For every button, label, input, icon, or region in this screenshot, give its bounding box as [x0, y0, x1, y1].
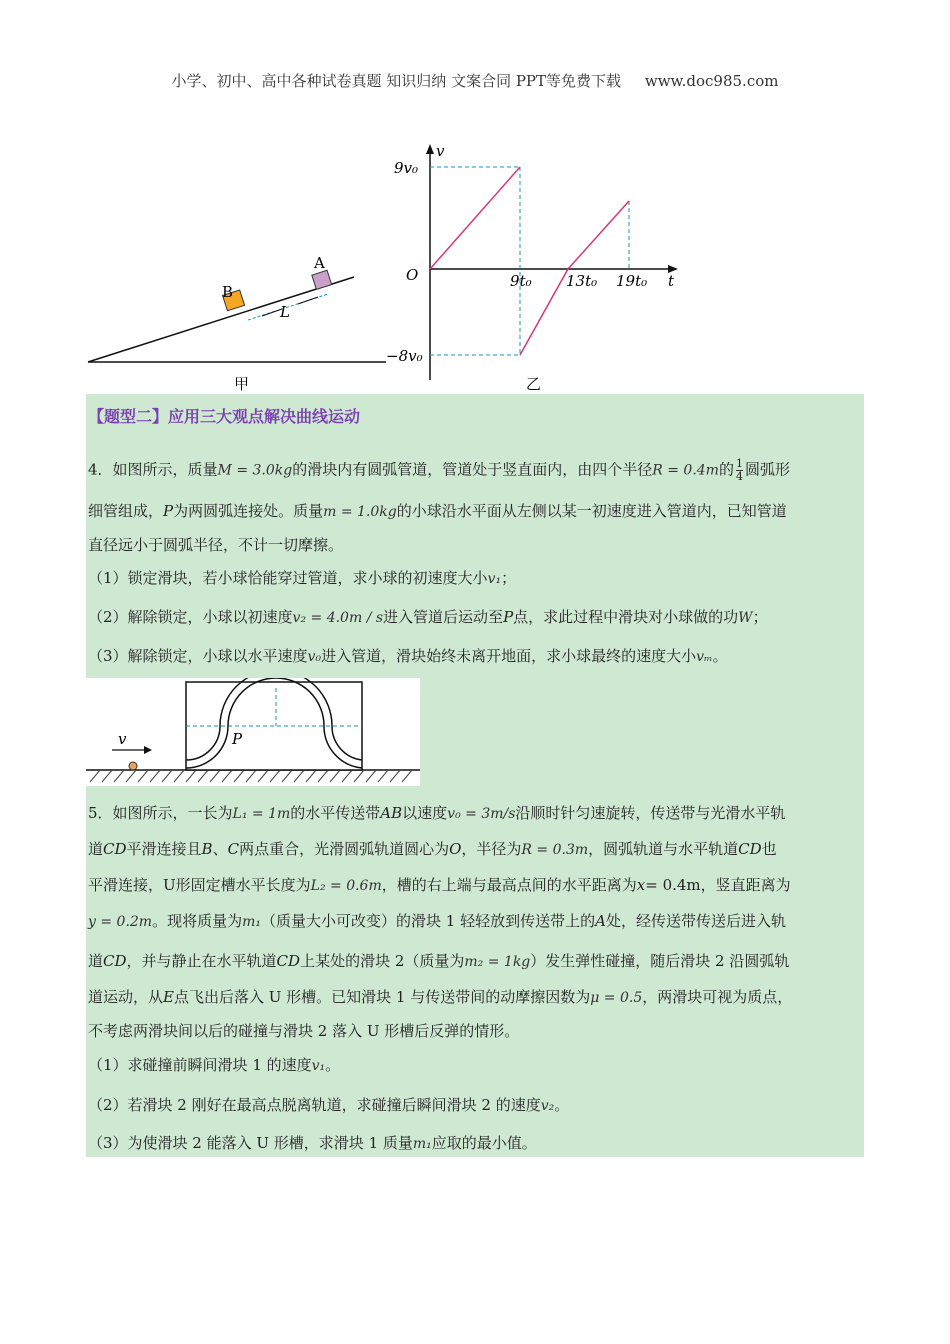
- q5-m1: m₁: [412, 1136, 432, 1152]
- q4-text: 进入管道，滑块始终未离开地面，求小球最终的速度大小: [321, 647, 697, 665]
- q4-text: 为两圆弧连接处。质量: [173, 502, 324, 520]
- q4-mass-m: m = 1.0kg: [323, 504, 397, 520]
- q4-part2: [88, 606, 768, 629]
- q4-part3: [88, 645, 728, 668]
- q4-point-P: P: [163, 502, 174, 520]
- q5-track-CD: CD: [103, 952, 127, 970]
- q5-radius: R = 0.3m: [521, 842, 589, 858]
- q5-point-C: C: [227, 840, 240, 858]
- section2-title: 【题型二】应用三大观点解决曲线运动: [88, 407, 361, 426]
- v-axis-arrow: [426, 144, 434, 154]
- q4-text: ；: [752, 608, 768, 626]
- q4-text: 的小球沿水平面从左侧以某一初速度进入管道内，已知管道: [396, 502, 787, 520]
- q5-speed-v0: v₀ = 3m/s: [447, 806, 516, 822]
- header-text: 小学、初中、高中各种试卷真题 知识归纳 文案合同 PPT等免费下载: [171, 72, 622, 90]
- origin-label: O: [406, 266, 419, 284]
- q5-y: y = 0.2m: [88, 914, 153, 930]
- q5-x: x: [636, 876, 646, 894]
- q5-m2: m₂ = 1kg: [464, 954, 531, 970]
- q4-text: ；: [501, 569, 517, 587]
- q5-text: （2）若滑块 2 刚好在最高点脱离轨道，求碰撞后瞬间滑块 2 的速度: [88, 1096, 541, 1114]
- q5-text: ，并与静止在水平轨道: [126, 952, 277, 970]
- point-P-label: P: [232, 730, 243, 748]
- q5-line2: [88, 838, 777, 861]
- page-header: [0, 70, 950, 91]
- q5-text: 。现将质量为: [152, 912, 243, 930]
- q4-text: 。: [712, 647, 728, 665]
- q4-point-P: P: [503, 608, 514, 626]
- q5-text: ，半径为: [461, 840, 522, 858]
- q5-length-L2: L₂ = 0.6m: [310, 878, 382, 894]
- q5-text: 沿顺时针匀速旋转，传送带与光滑水平轨: [515, 804, 786, 822]
- q5-text: （3）为使滑块 2 能落入 U 形槽，求滑块 1 质量: [88, 1134, 413, 1152]
- q5-point-E: E: [163, 988, 174, 1006]
- q5-text: （1）求碰撞前瞬间滑块 1 的速度: [88, 1056, 312, 1074]
- q4-text: 圆弧形: [744, 460, 790, 479]
- q4-frac-num: 1: [735, 457, 743, 470]
- axis-t-label: t: [668, 272, 675, 290]
- q5-text: 。: [554, 1096, 570, 1114]
- q5-text: ，两滑块可视为质点，: [642, 988, 793, 1006]
- distance-arrow-left: [262, 309, 282, 316]
- q4-text: 进入管道后运动至: [383, 608, 504, 626]
- q4-text: （2）解除锁定，小球以初速度: [88, 608, 293, 626]
- q4-text: （1）锁定滑块，若小球恰能穿过管道，求小球的初速度大小: [88, 569, 488, 587]
- q5-text: 的水平传送带: [290, 804, 381, 822]
- block-a: [312, 270, 332, 289]
- q4-v2: v₂ = 4.0m / s: [292, 610, 384, 626]
- q5-track-CD: CD: [103, 840, 127, 858]
- q4-text: 细管组成，: [88, 502, 164, 520]
- q5-length-L1: L₁ = 1m: [232, 806, 291, 822]
- q5-mu: μ = 0.5: [590, 990, 643, 1006]
- q5-line4: [88, 910, 786, 933]
- q5-point-A: A: [595, 912, 606, 930]
- figure-incline-vt: [86, 142, 678, 394]
- q5-text: 平滑连接，U形固定槽水平长度为: [88, 876, 311, 894]
- label-jia: 甲: [234, 375, 250, 393]
- q5-m1: m₁: [242, 914, 261, 930]
- block-b-label: B: [222, 283, 234, 301]
- q4-vm: vₘ: [696, 649, 713, 665]
- q5-text: （质量大小可改变）的滑块 1 轻轻放到传送带上的: [261, 912, 596, 930]
- ground-hatching: [90, 770, 412, 782]
- q5-track-CD: CD: [276, 952, 301, 970]
- q4-text: 的滑块内有圆弧管道，管道处于竖直面内，由四个半径: [292, 460, 653, 479]
- block-a-label: A: [314, 254, 325, 272]
- q5-text: 不考虑两滑块间以后的碰撞与滑块 2 落入 U 形槽后反弹的情形。: [88, 1022, 520, 1040]
- q4-text: （3）解除锁定，小球以水平速度: [88, 647, 308, 665]
- velocity-arrowhead: [144, 746, 152, 754]
- q5-text: 5．如图所示，一长为: [88, 804, 233, 822]
- q5-text: 应取的最小值。: [431, 1134, 537, 1152]
- q5-text: 道运动，从: [88, 988, 164, 1006]
- q5-text: 两点重合，光滑圆弧轨道圆心为: [239, 840, 450, 858]
- q5-line3: [88, 874, 791, 897]
- q5-belt-AB: AB: [380, 804, 403, 822]
- q5-center-O: O: [449, 840, 462, 858]
- q5-part1: [88, 1054, 340, 1077]
- q5-line6: [88, 986, 792, 1009]
- q5-text: ，槽的右上端与最高点间的水平距离为: [381, 876, 637, 894]
- x-tick-13t0: 13t₀: [566, 272, 598, 290]
- q4-radius: R = 0.4m: [652, 462, 719, 479]
- header-url: www.doc985.com: [644, 72, 779, 90]
- y-tick-pos: 9v₀: [394, 159, 419, 177]
- q4-line2: [88, 500, 787, 523]
- figure-incline-vt-svg: [86, 142, 678, 394]
- q4-mass-M: M = 3.0kg: [217, 462, 293, 479]
- x-tick-19t0: 19t₀: [616, 272, 648, 290]
- q4-work-W: W: [738, 610, 753, 626]
- distance-arrow-right: [298, 297, 318, 304]
- q5-line1: [88, 802, 785, 825]
- q5-text: 。: [325, 1056, 341, 1074]
- q5-text: ，圆弧轨道与水平轨道: [588, 840, 739, 858]
- q4-text: 的: [718, 460, 734, 479]
- axis-v-label: v: [436, 142, 445, 160]
- ball: [129, 762, 137, 770]
- distance-label: L: [280, 303, 290, 321]
- q5-v2: v₂: [540, 1098, 555, 1114]
- figure-pipe-slider: [86, 678, 420, 786]
- velocity-label: v: [118, 730, 127, 748]
- q5-text: 处，经传送带传送后进入轨: [605, 912, 786, 930]
- vt-segment-1: [430, 167, 520, 269]
- q5-line7: [88, 1020, 519, 1042]
- q4-line3: [88, 534, 343, 556]
- q5-part3: [88, 1132, 537, 1155]
- q5-text: 上某处的滑块 2（质量为: [300, 952, 465, 970]
- q5-text: 平滑连接且: [126, 840, 202, 858]
- incline-line: [88, 277, 354, 362]
- q5-track-CD: CD: [738, 840, 762, 858]
- q4-v1: v₁: [487, 571, 502, 587]
- q4-line1: [88, 458, 790, 483]
- q5-text: 道: [88, 952, 104, 970]
- q5-text: 也: [761, 840, 777, 858]
- q4-text: 4．如图所示，质量: [88, 460, 218, 479]
- q4-part1: [88, 567, 516, 590]
- q5-text: = 0.4m，竖直距离为: [645, 876, 791, 894]
- q5-text: 以速度: [402, 804, 448, 822]
- q4-text: 点，求此过程中滑块对小球做的功: [513, 608, 739, 626]
- q4-fraction: [736, 458, 743, 483]
- q5-text: 点飞出后落入 U 形槽。已知滑块 1 与传送带间的动摩擦因数为: [173, 988, 591, 1006]
- q5-text: 道: [88, 840, 104, 858]
- q4-text: 直径远小于圆弧半径，不计一切摩擦。: [88, 536, 344, 554]
- q5-line5: [88, 950, 789, 973]
- q5-text: 、: [212, 840, 228, 858]
- q5-text: ）发生弹性碰撞，随后滑块 2 沿圆弧轨: [530, 952, 790, 970]
- q5-point-B: B: [201, 840, 213, 858]
- y-tick-neg: −8v₀: [386, 347, 423, 365]
- q4-v0: v₀: [307, 649, 322, 665]
- q5-part2: [88, 1094, 569, 1117]
- label-yi: 乙: [526, 375, 542, 393]
- figure-pipe-slider-svg: [86, 678, 420, 786]
- q4-frac-den: 4: [735, 470, 743, 483]
- q5-v1: v₁: [311, 1058, 326, 1074]
- x-tick-9t0: 9t₀: [510, 272, 532, 290]
